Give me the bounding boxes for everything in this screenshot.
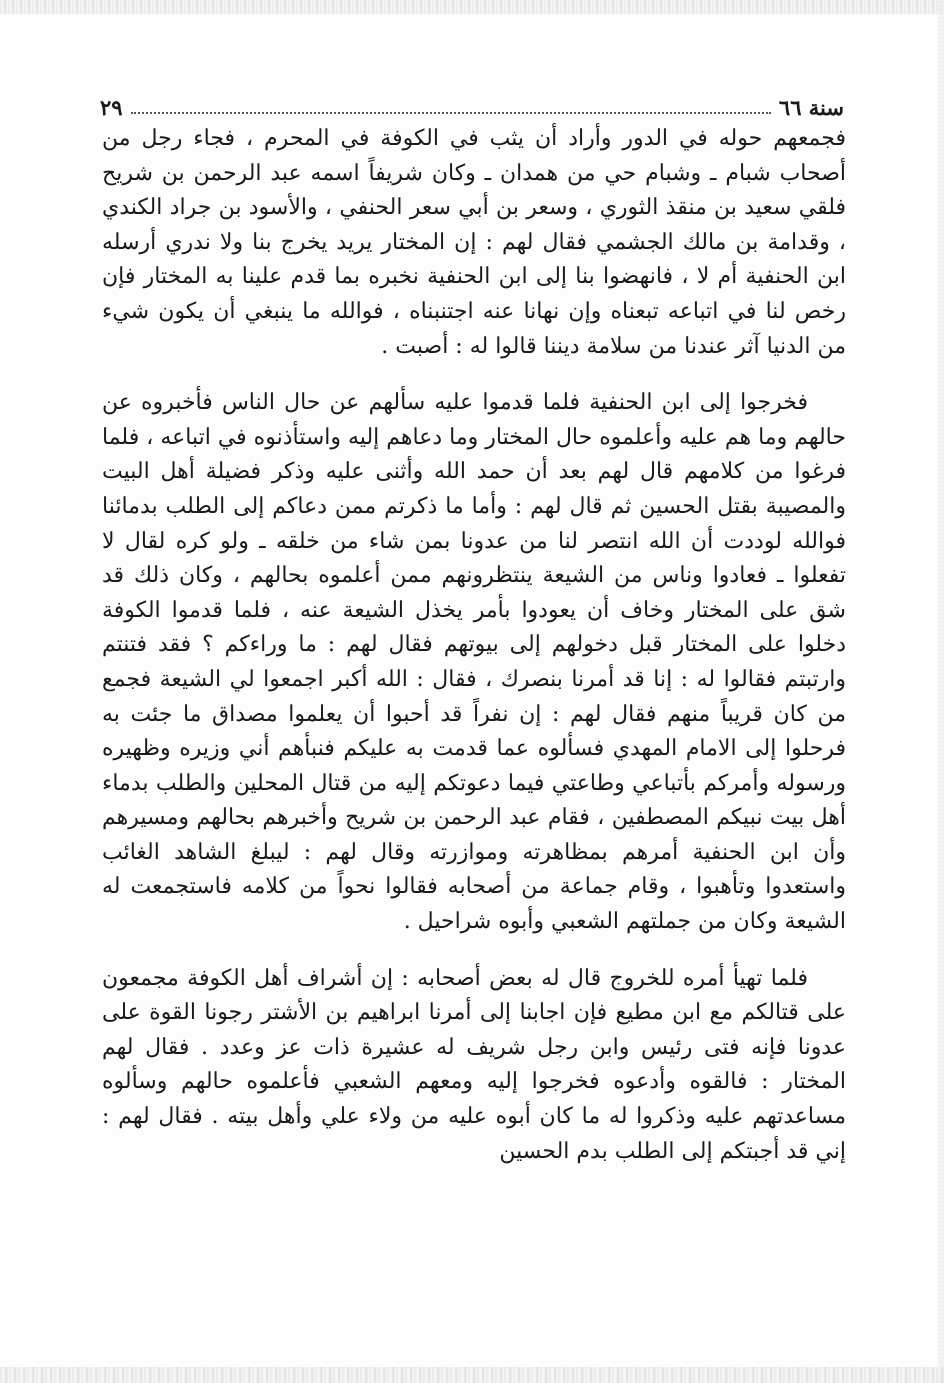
paragraph-gap xyxy=(102,364,846,386)
page-number: ٢٩ xyxy=(100,95,123,120)
running-title: سنة ٦٦ xyxy=(778,95,844,120)
paragraph-1: فجمعهم حوله في الدور وأراد أن يثب في الكوفة في المحرم ، فجاء رجل من أصحاب شبام ـ وشبام حي من همدان ـ وكان شريفاً اسمه عبد الرحمن بن شريح فلقي سعيد بن منقذ الثوري ، وسعر بن أبي سعر الحنفي ، والأسود بن جراد الكندي ، وقدامة بن مالك الجشمي فقال لهم : إن المختار يريد يخرج بنا ولا ندري أرسله ابن الحنفية أم لا ، فانهضوا بنا إلى ابن الحنفية نخبره بما قدم علينا به المختار فإن رخص لنا في اتباعه تبعناه وإن نهانا عنه اجتنبناه ، فوالله ما ينبغي أن يكون شيء من الدنيا آثر عندنا من سلامة ديننا قالوا له : أصبت . xyxy=(102,126,846,359)
page-header xyxy=(100,86,844,120)
paragraph-2: فخرجوا إلى ابن الحنفية فلما قدموا عليه سألهم عن حال الناس فأخبروه عن حالهم وما هم عليه وأعلموه حال المختار وما دعاهم إليه واستأذنوه في اتباعه ، فلما فرغوا من كلامهم قال لهم بعد أن حمد الله وأثنى عليه وذكر فضيلة أهل البيت والمصيبة بقتل الحسين ثم قال لهم : وأما ما ذكرتم ممن دعاكم إلى الطلب بدمائنا فوالله لوددت أن الله انتصر لنا من عدونا بمن شاء من خلقه ـ ولو كره لقال لا تفعلوا ـ فعادوا وناس من الشيعة ينتظرونهم ممن أعلموه بحالهم ، وكان ذلك قد شق على المختار وخاف أن يعودوا بأمر يخذل الشيعة عنه ، فلما قدموا الكوفة دخلوا على المختار قبل دخولهم إلى بيوتهم فقال لهم : ما وراءكم ؟ فقد فتنتم وارتبتم فقالوا له : إنا قد أمرنا بنصرك ، فقال : الله أكبر اجمعوا لي الشيعة فجمع من كان قريباً منهم فقال لهم : إن نفراً قد أحبوا أن يعلموا مصداق ما جئت به فرحلوا إلى الامام المهدي فسألوه عما قدمت به عليكم فنبأهم أني وزيره وظهيره ورسوله وأمركم بأتباعي وطاعتي فيما دعوتكم إليه من قتال المحلين والطلب بدماء أهل بيت نبيكم المصطفين ، فقام عبد الرحمن بن شريح وأخبرهم بحالهم ومسيرهم وأن ابن الحنفية أمرهم بمظاهرته وموازرته وقال لهم : ليبلغ الشاهد الغائب واستعدوا وتأهبوا ، وقام جماعة من أصحابه فقالوا نحواً من كلامه فاستجمعت له الشيعة وكان من جملتهم الشعبي وأبوه شراحيل . xyxy=(102,390,846,935)
scan-edge-top xyxy=(0,0,944,14)
paragraph-3: فلما تهيأ أمره للخروج قال له بعض أصحابه : إن أشراف أهل الكوفة مجمعون على قتالكم مع ابن مطيع فإن اجابنا إلى أمرنا ابراهيم بن الأشتر رجونا القوة على عدونا فإنه فتى رئيس وابن رجل شريف له عشيرة ذات عز وعدد . فقال لهم المختار : فالقوه وأدعوه فخرجوا إليه ومعهم الشعبي فأعلموه حالهم وسألوه مساعدتهم عليه وذكروا له ما كان أبوه عليه من ولاء علي وأهل بيته . فقال لهم : إني قد أجبتكم إلى الطلب بدم الحسين xyxy=(102,965,846,1164)
scan-edge-bottom xyxy=(0,1367,944,1383)
scan-edge-right xyxy=(938,0,944,1383)
paragraph-gap xyxy=(102,940,846,962)
page-body xyxy=(102,122,846,1169)
header-dot-leader xyxy=(131,112,771,114)
